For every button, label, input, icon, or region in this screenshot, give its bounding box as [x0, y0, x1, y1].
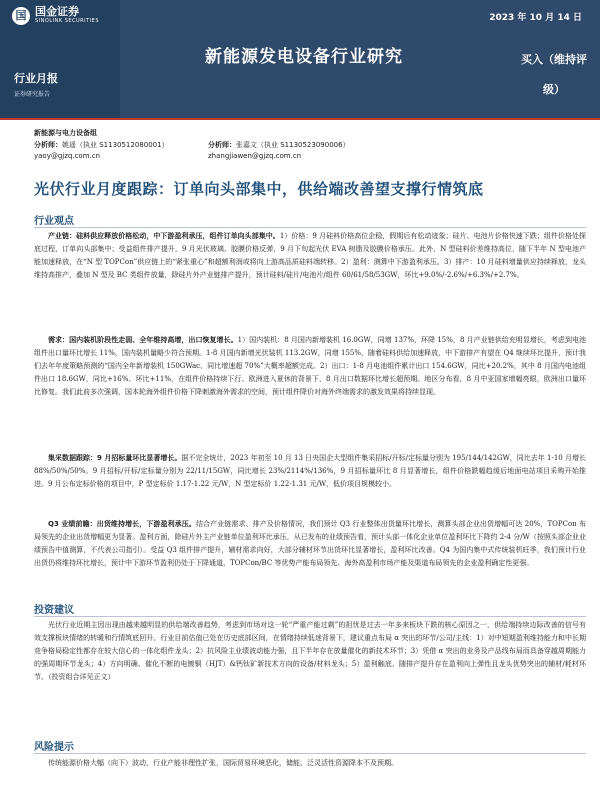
analyst-1-label: 分析师：: [34, 141, 62, 149]
section-title-risk: 风险提示: [34, 742, 74, 753]
report-type: 行业月报: [14, 72, 58, 85]
industry-group: 新能源与电力设备组: [34, 129, 97, 137]
paragraph-demand-lead: 需求：国内装机阶段性走弱、全年维持高增，出口恢复增长。: [48, 336, 238, 344]
paragraph-demand-body: 1）国内装机：8 月国内新增装机 16.0GW，同增 137%，环降 15%，8 月产业链供给充明显增长，考虑到电池组件出口量环比增长 11%，国内装机量略少符合预期。1-8 月国内新增光伏装机 113.2GW，同增 155%，随着硅料供给加速释放，中下游排产有望在 Q4 继续环比提升，预计我们去年年度策略预测的“国内全年新增装机 150GWac、同比增速超 70%”大概率超额完成。2）出口：1-8 月电池组件累计出口 154.6GW，同比+20.2%，其中 8 月国内电池组件出口 18.6GW，同比+16%、环比+11%，在组件价格持续下行、欧洲进入夏休的背景下，8 月出口数据环比增长超预期。地区分布看，8 月中亚国家增幅亮眼，欧洲出口量环比修复。我们此前多次强调，国本轮海外组件价格下降刺激海外需求的空间，预计组件降价对海外终端需求的激发效果将持续显现。: [34, 336, 586, 396]
analyst-2-label: 分析师：: [208, 141, 236, 149]
report-date: 2023 年 10 月 14 日: [489, 13, 582, 23]
analyst-2-email: zhangjiawen@gjzq.com.cn: [208, 152, 302, 160]
section-rule-invest: [34, 616, 586, 617]
rating-line2: 级）: [543, 83, 565, 96]
logo-icon: 国: [12, 7, 30, 25]
headline: 光伏行业月度跟踪：订单向头部集中，供给端改善望支撑行情筑底: [34, 180, 484, 198]
logo-en: SINOLINK SECURITIES: [35, 18, 99, 24]
paragraph-investment: 光伏行业近期主因出现由越来越明显的供给端改善趋势，考虑到市场对这一轮“严重产能过剩”的担忧是过去一年多来板块下跌的核心原因之一，供给端持续边际改善的信号有效支撑板块情绪的转暖和行情筑底回升。行业目前估值已处在历史底部区间，在情绪持续低迷背景下，建议重点布局 α 突出的环节/公司/主线：1）对中短期盈利维持能力和中长期竞争格局稳定性都存在较大信心的一体化组件龙头；2）抗风险主业绩波动能力强，且下半年存在放量催化的新技术环节；3）凭借 α 突出的业务及产品线布局而具备穿越周期能力的强周期环节龙头；4）方向明确、催化不断的电镀铜（HJT）&钙钛矿新技术方向的设备/材料龙头；5）盈利触底、随排产提升存在盈利向上弹性且龙头优势突出的辅材/耗材环节。（投资组合详见正文）: [34, 621, 586, 681]
paragraph-industry-chain-lead: 产业链：硅料供应释放价格松动，中下游盈利承压，组件订单向头部集中。: [48, 232, 280, 240]
analyst-2: [208, 140, 350, 150]
logo-cn: 国金证券: [35, 5, 79, 18]
analyst-1-email: yaoy@gjzq.com.cn: [34, 152, 101, 160]
paragraph-tender: [34, 452, 586, 491]
analyst-1-name: 姚遥（执业 S1130512080001）: [62, 141, 169, 149]
rating-line1: 买入（维持评: [521, 53, 587, 66]
paragraph-q3-outlook-lead: Q3 业绩前瞻：出货维持增长，下游盈利承压。: [48, 520, 196, 528]
paragraph-risk: 传统能源价格大幅（向下）波动，行业产能非理性扩张，国际贸易环境恶化，储能、泛灵活性资源降本不及预期。: [48, 759, 398, 767]
section-rule-risk: [34, 753, 586, 754]
section-title-views: 行业观点: [34, 216, 74, 227]
paragraph-tender-lead: 集采数据跟踪：9 月招标量环比显著增长。: [48, 454, 182, 462]
header-divider: [0, 118, 600, 120]
analyst-2-name: 张嘉文（执业 S1130523090006）: [236, 141, 350, 149]
report-subtype: 证券研究报告: [14, 91, 51, 98]
paragraph-q3-outlook: [34, 518, 586, 570]
paragraph-demand: [34, 334, 586, 399]
section-title-invest: 投资建议: [34, 605, 74, 616]
paragraph-industry-chain-body: 1）价格：9 月硅料价格高位企稳，假期后有松动迹象；硅片、电池片价格快速下跌；组件价格处探底过程，订单向头部集中；受益组件排产提升，9 月光伏玻璃、胶膜价格反弹，9 月下旬起光伏 EVA 树脂及胶膜价格承压。此外，N 型硅料价差维持高位，随下半年 N 型电池产能加速释放，在“N 型 TOPCon”供应链上的“紧张重心”和超额利润或将向上游高品质硅料端转移。2）盈利：测算中下游盈利承压。3）排产：10 月硅料增量供应持续释放，龙头维持高排产，叠加 N 型及 BC 类组件放量，除硅片外产业链排产提升，预计硅料/硅片/电池片/组件 60/61/58/53GW，环比+9.0%/-2.6%/+6.3%/+2.7%。: [34, 232, 586, 279]
section-rule-views: [34, 227, 586, 228]
analyst-1: [34, 140, 169, 150]
logo-text: [35, 6, 99, 25]
paragraph-q3-outlook-body: 结合产业链需求、排产及价格情况，我们预计 Q3 行业整体出货量环比增长，测算头部企业出货增幅可达 20%，TOPCon 布局领先的企业出货增幅更为显著。盈利方面，除硅片外主产业链单位盈利环比承压，从已发布的业绩预告看，预计头部一体化企业单位盈利环比下降约 2-4 分/W（按照头部企业业绩预告中值测算，不代表公司指引）。受益 Q3 组件排产提升，辅材需求向好，大部分辅材环节出货环比显著增长，盈利环比改善。Q4 为国内集中式传统装机旺季，我们预计行业出货仍将维持环比增长，预计中下游环节盈利仍处于下降通道，TOPCon/BC 等优势产能布局领先、海外高盈利市场产能及渠道布局领先的企业盈利确定性更强。: [34, 520, 586, 567]
report-header: [0, 0, 600, 118]
report-title: 新能源发电设备行业研究: [205, 47, 403, 67]
paragraph-tender-body: 据不完全统计，2023 年初至 10 月 13 日央国企大型组件集采招标/开标/定标量分别为 195/144/142GW，同比去年 1-10 月增长 88%/50%/50%。9 月招标/开标/定标量分别为 22/11/15GW，同比增长 23%/2114%/136%，9 月招标量环比 8 月显著增长，组件价格跌幅趋缓后地面电站项目采购开始推进。9 月公布定标价格的项目中，P 型定标价 1.17-1.22 元/W，N 型定标价 1.22-1.31 元/W，低价项目规模较小。: [34, 454, 586, 488]
paragraph-industry-chain: [34, 230, 586, 282]
rating: [508, 45, 600, 105]
brand-logo: [12, 6, 99, 25]
